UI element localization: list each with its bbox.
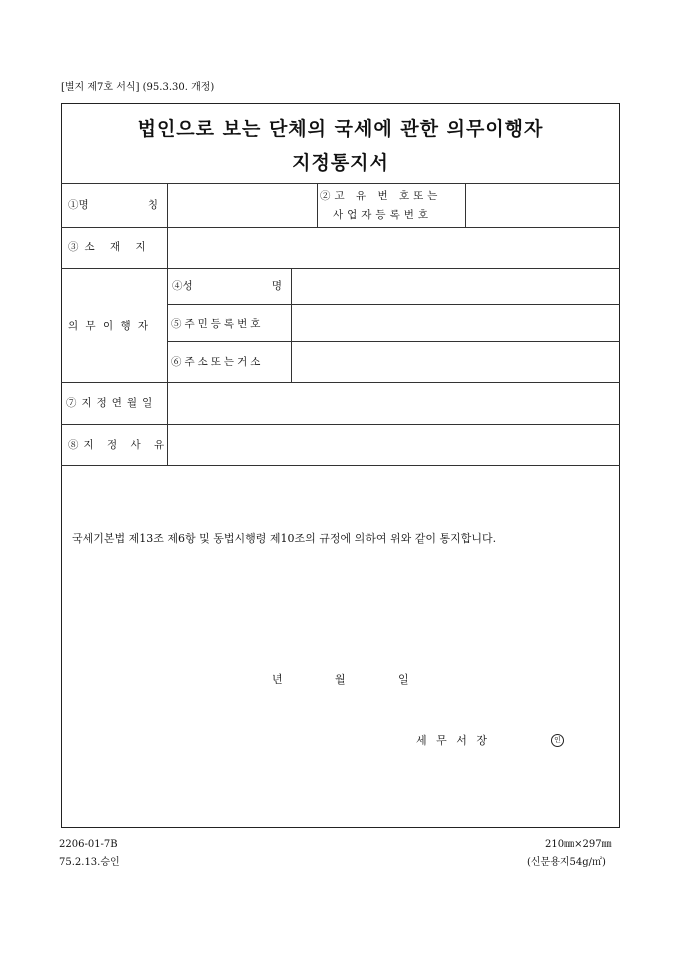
address-label: ⑥주소또는거소 xyxy=(171,356,264,368)
rule-title-bottom xyxy=(61,183,620,184)
form-reference: [별지 제7호 서식] (95.3.30. 개정) xyxy=(61,82,215,93)
rule-resident-no-bottom xyxy=(167,341,620,342)
obligor-label: 의 무 이 행 자 xyxy=(68,320,151,332)
paper-type: (신문용지54g/㎡) xyxy=(527,857,606,868)
person-name-label: ④성 명 xyxy=(172,280,282,292)
rule-person-name-bottom xyxy=(167,304,620,305)
notice-text: 국세기본법 제13조 제6항 및 동법시행령 제10조의 규정에 의하여 위와 같이 통지합니다. xyxy=(72,532,497,545)
rule-reason-bottom xyxy=(61,465,620,466)
issuer-label: 세 무 서 장 xyxy=(416,734,490,747)
rule-label-column xyxy=(167,183,168,465)
rule-row1-bottom xyxy=(61,227,620,228)
form-title-line1: 법인으로 보는 단체의 국세에 관한 의무이행자 xyxy=(137,118,544,140)
form-title-line2: 지정통지서 xyxy=(292,152,389,174)
year-label: 년 xyxy=(272,673,283,686)
paper-size: 210㎜×297㎜ xyxy=(545,839,612,850)
rule-id-label-right xyxy=(465,183,466,227)
resident-number-label: ⑤주민등록번호 xyxy=(171,318,264,330)
location-label: ③소 재 지 xyxy=(68,241,152,253)
approval-date: 75.2.13.승인 xyxy=(59,857,120,868)
designation-reason-label: ⑧지 정 사 유 xyxy=(68,439,170,451)
business-registration-label: 사업자등록번호 xyxy=(333,209,433,221)
unique-number-label: ②고 유 번 호또는 xyxy=(320,190,442,202)
designation-date-label: ⑦지정연월일 xyxy=(66,397,158,409)
rule-id-label-left xyxy=(317,183,318,227)
form-code: 2206-01-7B xyxy=(59,839,118,850)
day-label: 일 xyxy=(398,673,409,686)
rule-obligor-sublabel xyxy=(291,268,292,382)
rule-date-bottom xyxy=(61,424,620,425)
rule-obligor-bottom xyxy=(61,382,620,383)
month-label: 월 xyxy=(335,673,346,686)
name-label: ①명 칭 xyxy=(68,199,158,211)
seal-mark: 인 xyxy=(551,734,564,747)
rule-row2-bottom xyxy=(61,268,620,269)
